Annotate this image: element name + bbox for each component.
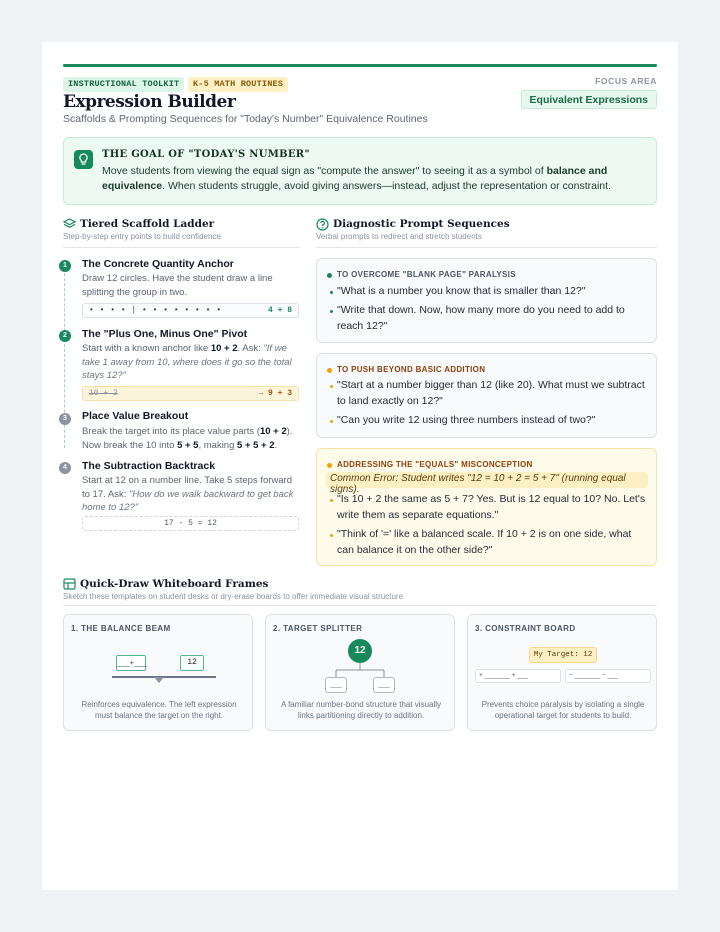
status-dot [327,273,332,278]
ladder-heading: Tiered Scaffold Ladder [80,218,215,230]
step-title: The Concrete Quantity Anchor [82,258,234,270]
goal-title: THE GOAL OF "TODAY'S NUMBER" [102,149,310,160]
bullet-dot [330,420,333,423]
frame-title: 2. TARGET SPLITTER [273,624,363,633]
step-title: The "Plus One, Minus One" Pivot [82,328,248,340]
step-title: The Subtraction Backtrack [82,460,216,472]
prompt-card-beyond-addition [316,353,657,438]
frame-caption: Prevents choice paralysis by isolating a single operational target for students to build. [481,700,645,720]
step-number: 3 [59,413,71,425]
prompt-item: "Write that down. Now, how many more do you need to add to reach 12?" [337,304,625,332]
frame-caption: A familiar number-bond structure that visually links partitioning directly to addition. [280,700,442,720]
pivot-visual: 10 + 2 → 9 + 3 [82,386,299,401]
target-circle: 12 [348,639,372,663]
whiteboard-icon [63,578,76,590]
page-title: Expression Builder [63,92,236,112]
frames-subheading: Sketch these templates on student desks or dry-erase boards to offer immediate visual structure [63,592,404,601]
step-text: Start with a known anchor like 10 + 2. Ask: "If we take 1 away from 10, where does it go so the total stays 12?" [82,343,292,381]
target-box: 12 [180,655,204,671]
lightbulb-icon [74,150,93,169]
step-text: Draw 12 circles. Have the student draw a line splitting the group in two. [82,273,273,298]
prompt-card-blank-page [316,258,657,343]
focus-area-badge: Equivalent Expressions [521,90,657,109]
prompts-divider [316,247,657,248]
prompts-subheading: Verbal prompts to redirect and stretch students [316,232,482,241]
frame-title: 3. CONSTRAINT BOARD [475,624,576,633]
prompt-item: "Think of '=' like a balanced scale. If 10 + 2 is on one side, what can balance it on the other side?" [337,528,632,556]
circle-split-visual: • • • • | • • • • • • • • 4 + 8 [82,303,299,318]
layers-icon [63,218,76,230]
prompt-item: "Start at a number bigger than 12 (like 20). What must we subtract to land exactly on 12?" [337,379,645,407]
bullet-dot [330,310,333,313]
card-title: ADDRESSING THE "EQUALS" MISCONCEPTION [337,460,533,469]
prompt-card-equals-misconception [316,448,657,566]
frame-target-splitter [265,614,455,731]
status-dot [327,463,332,468]
frames-heading: Quick-Draw Whiteboard Frames [80,578,269,590]
step-title: Place Value Breakout [82,410,189,422]
card-title: TO PUSH BEYOND BASIC ADDITION [337,365,486,374]
target-label: My Target: 12 [529,647,597,663]
ladder-subheading: Step-by-step entry points to build confidence [63,232,221,241]
common-error-banner: Common Error: Student writes "12 = 10 + 2 = 5 + 7" (running equal signs). [326,472,648,488]
step-number: 1 [59,260,71,272]
left-part-box: ___ [325,677,347,693]
focus-area-label: FOCUS AREA [595,76,657,86]
page-subtitle: Scaffolds & Prompting Sequences for "Today's Number" Equivalence Routines [63,113,428,125]
prompt-item: "What is a number you know that is smaller than 12?" [337,285,586,297]
bullet-dot [330,385,333,388]
right-part-box: ___ [373,677,395,693]
top-accent-bar [63,64,657,67]
tag-k5-math-routines: K-5 MATH ROUTINES [188,77,288,92]
card-title: TO OVERCOME "BLANK PAGE" PARALYSIS [337,270,516,279]
step-text: Start at 12 on a number line. Take 5 steps forward to 17. Ask: "How do we walk backward to get back home to 12?" [82,475,294,513]
subtraction-slot: − _______ − ___ [565,669,651,683]
addition-slot: + _______ + ___ [475,669,561,683]
tag-instructional-toolkit: INSTRUCTIONAL TOOLKIT [63,77,184,92]
help-circle-icon [316,218,329,231]
bullet-dot [330,499,333,502]
frame-constraint-board [467,614,657,731]
left-expression-box: ___+___ [116,655,146,671]
prompt-item: "Can you write 12 using three numbers instead of two?" [337,414,596,426]
prompt-item: "Is 10 + 2 the same as 5 + 7? Yes. But is 12 equal to 10? No. Let's write them as separate equations." [337,493,646,521]
bullet-dot [330,534,333,537]
step-number: 2 [59,330,71,342]
step-text: Break the target into its place value parts (10 + 2). Now break the 10 into 5 + 5, making 5 + 5 + 2. [82,426,293,451]
ladder-divider [63,247,300,248]
frame-caption: Reinforces equivalence. The left expression must balance the target on the right. [81,700,237,720]
prompts-heading: Diagnostic Prompt Sequences [333,218,510,230]
number-line-visual: 17 - 5 = 12 [82,516,299,531]
goal-callout [63,137,657,205]
number-bond-connector [266,615,456,695]
balance-beam-bar [112,676,216,678]
frame-balance-beam [63,614,253,731]
fulcrum-icon [154,677,164,684]
frames-divider [63,605,657,606]
worksheet-page [42,42,678,890]
status-dot [327,368,332,373]
frame-title: 1. THE BALANCE BEAM [71,624,171,633]
goal-text: Move students from viewing the equal sign as "compute the answer" to seeing it as a symbol of balance and equivalence. When students struggle, avoid giving answers—instead, adjust the representation or constraint. [102,165,611,192]
step-number: 4 [59,462,71,474]
bullet-dot [330,291,333,294]
